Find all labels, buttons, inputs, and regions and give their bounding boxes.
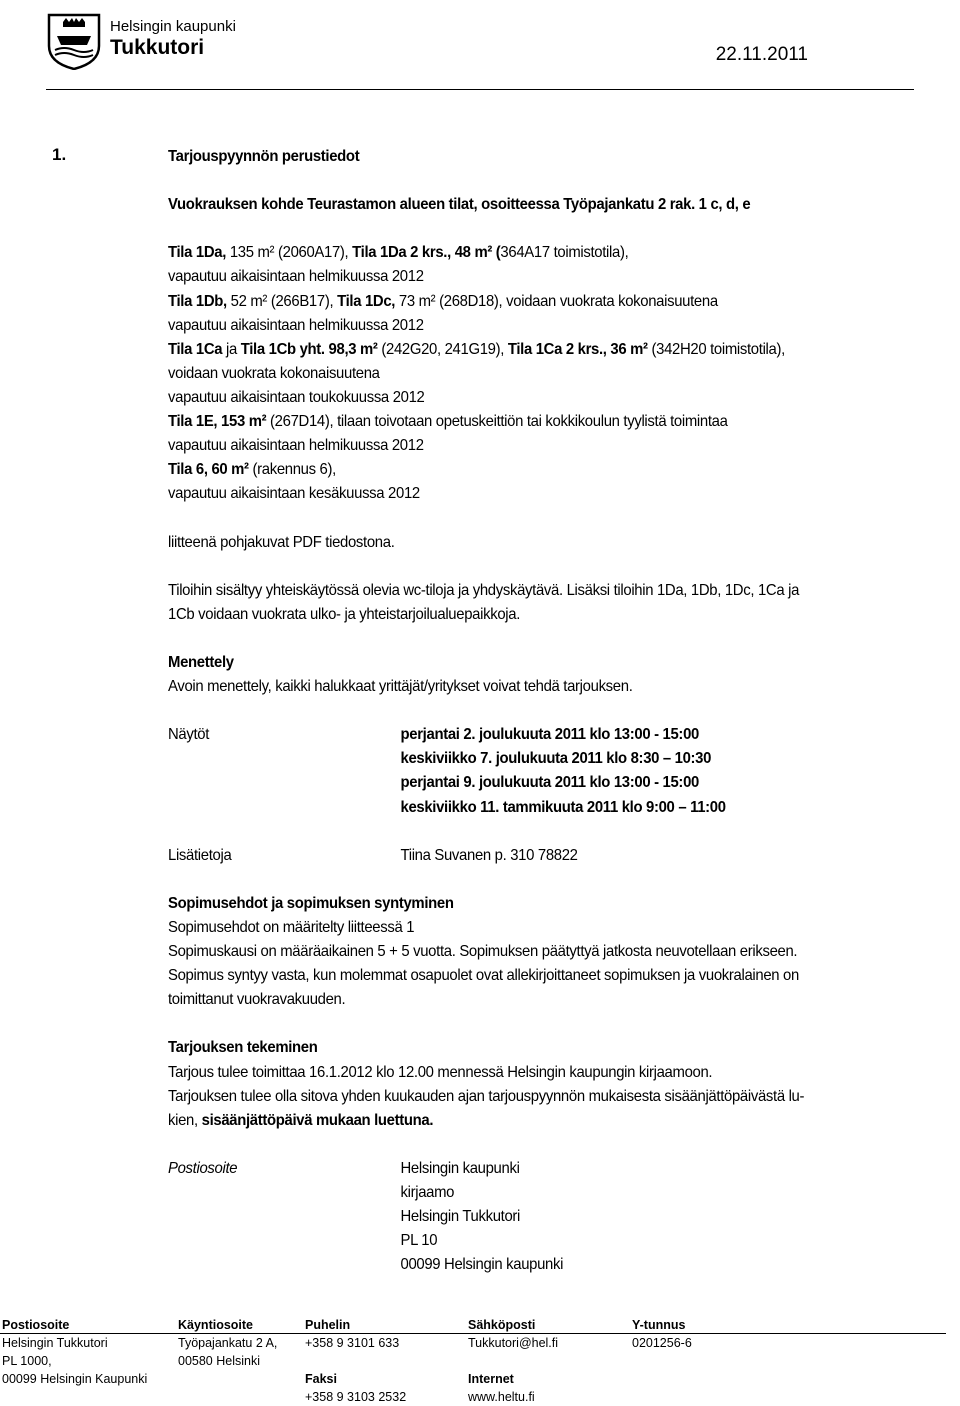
terms-text: toimittanut vuokravakuuden. <box>168 991 346 1009</box>
availability-line: vapautuu aikaisintaan helmikuussa 2012 <box>168 316 424 334</box>
space-line: Tila 6, 60 m² (rakennus 6), <box>168 461 336 479</box>
viewing-row: perjantai 9. joulukuuta 2011 klo 13:00 - 15:00 <box>400 774 699 792</box>
postal-address-row: 00099 Helsingin kaupunki <box>400 1256 564 1274</box>
offer-heading: Tarjouksen tekeminen <box>168 1039 318 1057</box>
document-body <box>168 145 903 1277</box>
availability-line: vapautuu aikaisintaan toukokuussa 2012 <box>168 388 425 406</box>
postal-address-row: Postiosoite Helsingin kaupunki <box>168 1159 520 1177</box>
footer-visiting: Käyntiosoite Työpajankatu 2 A, 00580 Helsinki <box>178 1318 278 1368</box>
helsinki-crest-icon <box>46 12 102 70</box>
offer-text: kien, sisäänjättöpäivä mukaan luettuna. <box>168 1111 434 1129</box>
terms-text: Sopimus syntyy vasta, kun molemmat osapuolet ovat allekirjoittaneet sopimuksen ja vuokralainen on <box>168 967 799 985</box>
contact-row: Lisätietoja Tiina Suvanen p. 310 78822 <box>168 846 578 864</box>
email-link[interactable]: Tukkutori@hel.fi <box>468 1336 559 1350</box>
offer-text: Tarjouksen tulee olla sitova yhden kuukauden ajan tarjouspyynnön mukaisesta sisäänjättöpäivästä lu- <box>168 1087 805 1105</box>
space-line: Tila 1E, 153 m² (267D14), tilaan toivotaan opetuskeittiön tai kokkikoulun tyylistä toimintaa <box>168 413 728 431</box>
footer-email: Sähköposti Tukkutori@hel.fi Internet www.heltu.fi <box>468 1318 559 1404</box>
offer-text: Tarjous tulee toimittaa 16.1.2012 klo 12.00 mennessä Helsingin kaupungin kirjaamoon. <box>168 1063 713 1081</box>
header-divider <box>46 89 914 90</box>
procedure-heading: Menettely <box>168 653 234 671</box>
viewing-row: Näytöt perjantai 2. joulukuuta 2011 klo 13:00 - 15:00 <box>168 726 699 744</box>
unit-name: Tukkutori <box>110 36 205 59</box>
terms-text: Sopimusehdot on määritelty liitteessä 1 <box>168 919 415 936</box>
terms-heading: Sopimusehdot ja sopimuksen syntyminen <box>168 894 454 912</box>
attachment-note: liitteenä pohjakuvat PDF tiedostona. <box>168 533 395 551</box>
viewing-row: keskiviikko 11. tammikuuta 2011 klo 9:00 – 11:00 <box>400 798 726 816</box>
postal-address-row: PL 10 <box>400 1232 438 1250</box>
postal-address-row: Helsingin Tukkutori <box>400 1208 521 1226</box>
space-note: voidaan vuokrata kokonaisuutena <box>168 364 380 382</box>
footer-phone: Puhelin +358 9 3101 633 Faksi +358 9 3103 2532 <box>305 1318 407 1404</box>
organization-logo <box>46 12 266 70</box>
availability-line: vapautuu aikaisintaan helmikuussa 2012 <box>168 268 424 286</box>
footer-divider <box>0 1333 946 1334</box>
terms-text: Sopimuskausi on määräaikainen 5 + 5 vuotta. Sopimuksen päätyttyä jatkosta neuvotellaan erikseen. <box>168 943 798 961</box>
section-title: Tarjouspyynnön perustiedot <box>168 148 360 165</box>
organization-name: Helsingin kaupunki <box>110 18 236 35</box>
facilities-text: 1Cb voidaan vuokrata ulko- ja yhteistarjoilualuepaikkoja. <box>168 605 521 623</box>
postal-address-row: kirjaamo <box>400 1184 455 1202</box>
facilities-text: Tiloihin sisältyy yhteiskäytössä olevia wc-tiloja ja yhdyskäytävä. Lisäksi tiloihin 1Da, 1Db, 1Dc, 1Ca ja <box>168 581 800 599</box>
website-link[interactable]: www.heltu.fi <box>468 1390 535 1404</box>
document-date: 22.11.2011 <box>715 44 808 65</box>
rental-subject: Vuokrauksen kohde Teurastamon alueen tilat, osoitteessa Työpajankatu 2 rak. 1 c, d, e <box>168 196 751 214</box>
availability-line: vapautuu aikaisintaan helmikuussa 2012 <box>168 437 424 455</box>
procedure-text: Avoin menettely, kaikki halukkaat yrittäjät/yritykset voivat tehdä tarjouksen. <box>168 678 633 696</box>
footer-postal: Postiosoite Helsingin Tukkutori PL 1000, 00099 Helsingin Kaupunki <box>2 1318 148 1386</box>
space-line: Tila 1Db, 52 m² (266B17), Tila 1Dc, 73 m² (268D18), voidaan vuokrata kokonaisuutena <box>168 292 718 310</box>
viewing-row: keskiviikko 7. joulukuuta 2011 klo 8:30 – 10:30 <box>400 750 712 768</box>
footer-business-id: Y-tunnus 0201256-6 <box>632 1318 692 1350</box>
availability-line: vapautuu aikaisintaan kesäkuussa 2012 <box>168 485 420 503</box>
space-line: Tila 1Da, 135 m² (2060A17), Tila 1Da 2 krs., 48 m² (364A17 toimistotila), <box>168 244 629 262</box>
section-number: 1. <box>52 145 67 164</box>
space-line: Tila 1Ca ja Tila 1Cb yht. 98,3 m² (242G20, 241G19), Tila 1Ca 2 krs., 36 m² (342H20 toimistotila), <box>168 340 785 358</box>
